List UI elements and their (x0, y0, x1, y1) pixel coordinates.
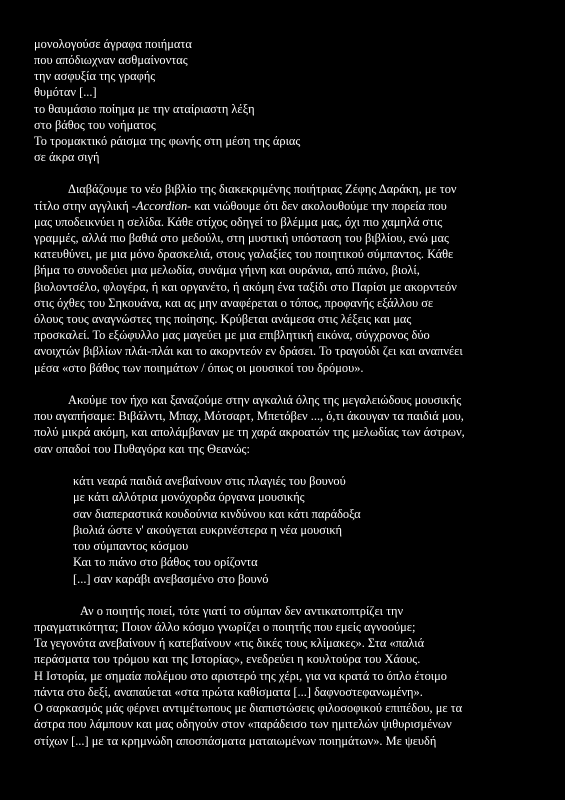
paragraph-line: ανοιχτών βιβλίων πλάι-πλάι και το ακορντεόν εν δράσει. Το τραγούδι ζει και αναπνέει (34, 344, 463, 358)
poem-line: Και το πιάνο στο βάθος του ορίζοντα (73, 555, 258, 569)
poem-line: [...] σαν καράβι ανεβασμένο στο βουνό (73, 572, 269, 586)
text-segment: - και νιώθουμε ότι δεν ακολουθούμε την πορεία που (187, 199, 447, 213)
paragraph-line: πραγματικότητα; Ποιον άλλο κόσμο γνωρίζει ο ποιητής που εμείς αγνοούμε; (34, 620, 416, 634)
text-segment: τίτλο στην αγγλική - (34, 199, 137, 213)
poem-line: με κάτι αλλότρια μονόχορδα όργανα μουσικής (73, 490, 305, 504)
paragraph-line: προσκαλεί. Το εξώφυλλο μας μαγεύει με μια επιβλητική εικόνα, σύγχρονος δύο (34, 328, 430, 342)
poem-line: το θαυμάσιο ποίημα με την αταίριαστη λέξη (34, 102, 255, 116)
paragraph-line: στίχων [...] με τα κρημνώδη αποσπάσματα ματαιωμένων ποιημάτων». Με ψευδή (34, 734, 437, 748)
paragraph-line: κατευθύνει, με μια μόνο δρασκελιά, στους γαλαξίες του ποιητικού σύμπαντος. Κάθε (34, 247, 454, 261)
paragraph-line: Αν ο ποιητής ποιεί, τότε γιατί το σύμπαν δεν αντικατοπτρίζει την (80, 604, 404, 618)
paragraph-line: όλους τους αναγνώστες της ποίησης. Κρύβεται ανάμεσα στις λέξεις και μας (34, 312, 412, 326)
paragraph-line: βιολοντσέλο, φλογέρα, ή και οργανέτο, ή ακόμη ένα ταξίδι στο Παρίσι με ακορντεόν (34, 280, 457, 294)
poem-line: μονολογούσε άγραφα ποιήματα (34, 37, 192, 51)
paragraph-line: άστρα που λάμπουν και μας οδηγούν στον «παράδεισο των ημιτελών ψιθυρισμένων (34, 717, 452, 731)
paragraph-line: Ο σαρκασμός μάς φέρνει αντιμέτωπους με διαπιστώσεις φιλοσοφικού επιπέδου, με τα (34, 701, 463, 715)
poem-line: βιολιά ώστε ν' ακούγεται ευκρινέστερα η νέα μουσική (73, 523, 343, 537)
paragraph-line: βήμα το συνοδεύει μια μελωδία, συνάμα γήινη και ουράνια, από πιάνο, βιολί, (34, 263, 420, 277)
poem-line: θυμόταν [...] (34, 85, 97, 99)
paragraph-line: στις όχθες του Σηκουάνα, και ας μην αναφέρεται ο τόπος, προφανής εξάλλου σε (34, 296, 434, 310)
poem-line: στο βάθος του νοήματος (34, 118, 156, 132)
paragraph-line: μέσα «στο βάθος των ποιημάτων / όπως οι μουσικοί του δρόμου». (34, 361, 364, 375)
poem-line: σε άκρα σιγή (34, 150, 100, 164)
paragraph-line: πάντα στο δεξί, αναπαύεται «στα πρώτα καθίσματα [...] δαφνοστεφανωμένη». (34, 685, 423, 699)
poem-line: σαν διαπεραστικά κουδούνια κινδύνου και κάτι παράδοξα (73, 507, 361, 521)
paragraph-line (34, 198, 447, 214)
poem-line: του σύμπαντος κόσμου (73, 539, 189, 553)
poem-line: κάτι νεαρά παιδιά ανεβαίνουν στις πλαγιές του βουνού (73, 474, 346, 488)
paragraph-line: Ακούμε τον ήχο και ξαναζούμε στην αγκαλιά όλης της μεγαλειώδους μουσικής (68, 393, 462, 407)
paragraph-line: Η Ιστορία, με σημαία πολέμου στο αριστερό της χέρι, για να κρατά το όπλο έτοιμο (34, 669, 447, 683)
book-title: Accordion (136, 199, 188, 213)
paragraph-line: πολύ μικρά ακόμη, και απολάμβαναν με τη χαρά ακροατών της μελωδίας των άστρων, (34, 425, 465, 439)
paragraph-line: γραμμές, αλλά πιο βαθιά στο μεδούλι, στη μυστική υπόσταση του βιβλίου, ενώ μας (34, 231, 449, 245)
paragraph-line: σαν οπαδοί του Πυθαγόρα και της Θεανώς: (34, 442, 250, 456)
poem-line: Το τρομακτικό ράισμα της φωνής στη μέση της άριας (34, 134, 301, 148)
paragraph-line: Διαβάζουμε το νέο βιβλίο της διακεκριμένης ποιήτριας Ζέφης Δαράκη, με τον (68, 182, 457, 196)
paragraph-line: που αγαπήσαμε: Βιβάλντι, Μπαχ, Μότσαρτ, Μπετόβεν ..., ό,τι άκουγαν τα παιδιά μου, (34, 409, 464, 423)
paragraph-line: Τα γεγονότα ανεβαίνουν ή κατεβαίνουν «τις δικές τους κλίμακες». Στα «παλιά (34, 636, 425, 650)
paragraph-line: μας υποδεικνύει η σελίδα. Κάθε στίχος οδηγεί το βλέμμα μας, όχι πιο χαμηλά στις (34, 215, 443, 229)
poem-line: που απόδιωχναν ασθμαίνοντας (34, 53, 188, 67)
paragraph-line: περάσματα του τρόμου και της Ιστορίας», ενεδρεύει η κουλτούρα του Χάους. (34, 652, 421, 666)
poem-line: την ασφυξία της γραφής (34, 69, 156, 83)
